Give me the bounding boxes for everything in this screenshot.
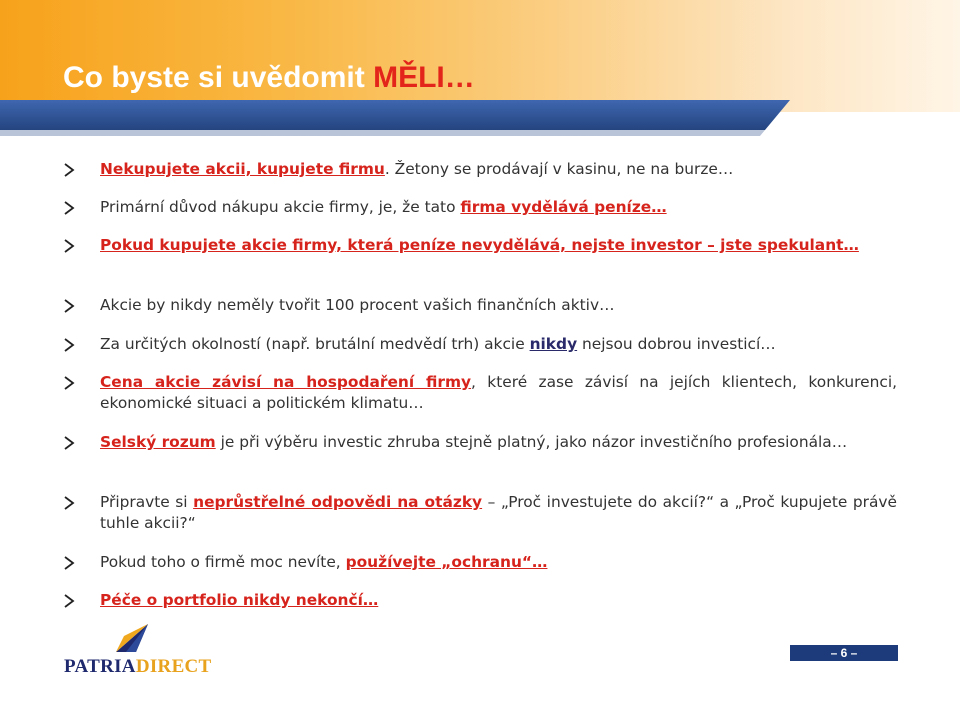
arrow-bullet-icon (62, 435, 78, 451)
bullet-text: Selský rozum je při výběru investic zhruba stejně platný, jako názor investičního profesionála… (100, 433, 848, 451)
bullet-text: Za určitých okolností (např. brutální medvědí trh) akcie nikdy nejsou dobrou investicí… (100, 335, 776, 353)
arrow-bullet-icon (62, 555, 78, 571)
slide-header (0, 0, 960, 112)
bullet-text: Nekupujete akcii, kupujete firmu. Žetony se prodávají v kasinu, ne na burze… (100, 160, 734, 178)
title-main: Co byste si uvědomit (63, 61, 374, 94)
logo-wordmark: PATRIADIRECT (64, 656, 212, 677)
arrow-bullet-icon (62, 162, 78, 178)
bullet-text: Připravte si neprůstřelné odpovědi na otázky – „Proč investujete do akcií?“ a „Proč kupujete právě tuhle akcii?“ (100, 493, 897, 532)
arrow-bullet-icon (62, 200, 78, 216)
arrow-bullet-icon (62, 495, 78, 511)
bullet-text: Péče o portfolio nikdy nekončí… (100, 591, 379, 609)
arrow-bullet-icon (62, 593, 78, 609)
logo-mark-icon (114, 622, 150, 654)
arrow-bullet-icon (62, 337, 78, 353)
page-number: – 6 – (790, 645, 898, 661)
bullet-text: Akcie by nikdy neměly tvořit 100 procent vašich finančních aktiv… (100, 296, 615, 314)
arrow-bullet-icon (62, 298, 78, 314)
slide-title (63, 60, 475, 96)
bullet-text: Pokud kupujete akcie firmy, která peníze nevydělává, nejste investor – jste spekulant… (100, 236, 859, 254)
bullet-text: Primární důvod nákupu akcie firmy, je, že tato firma vydělává peníze… (100, 198, 667, 216)
patria-direct-logo (64, 618, 212, 678)
arrow-bullet-icon (62, 375, 78, 391)
bullet-text: Pokud toho o firmě moc nevíte, používejte „ochranu“… (100, 553, 548, 571)
bullet-text: Cena akcie závisí na hospodaření firmy, které zase závisí na jejích klientech, konkurenci, ekonomické situaci a politickém klimatu… (100, 373, 897, 412)
arrow-bullet-icon (62, 238, 78, 254)
title-accent: MĚLI… (373, 61, 475, 94)
header-blue-bar (0, 100, 960, 140)
